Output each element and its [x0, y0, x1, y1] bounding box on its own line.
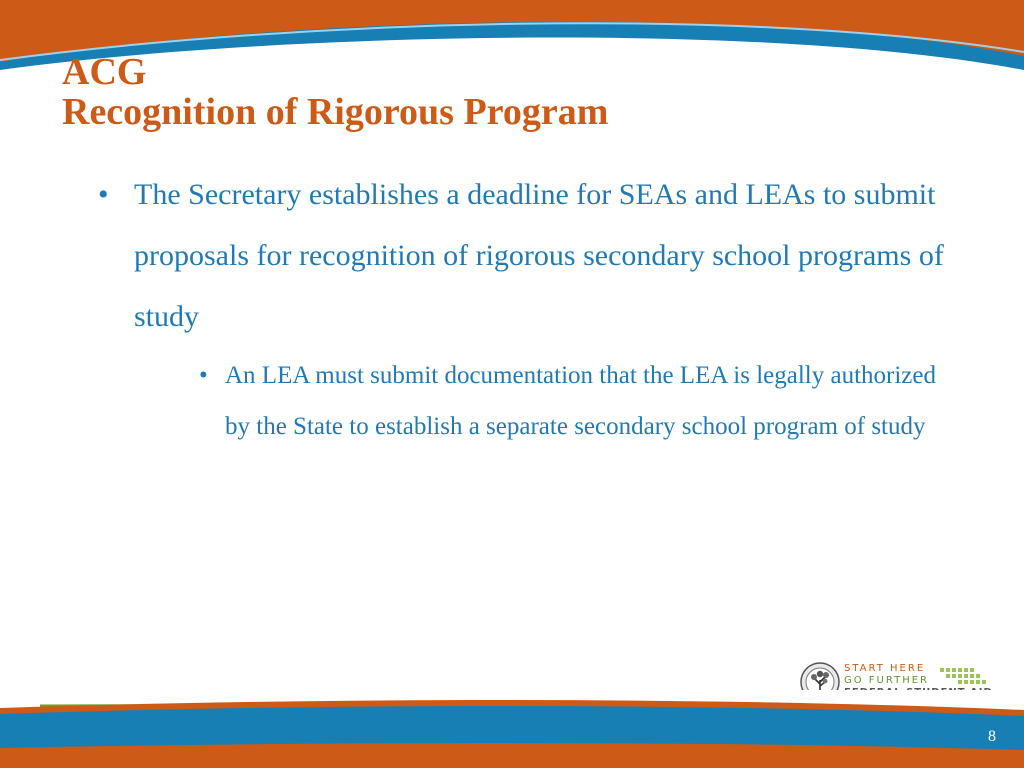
main-bullet-list: [98, 164, 954, 347]
bullet-dot-icon: •: [98, 178, 109, 211]
logo-go-further: GO FURTHER: [844, 675, 929, 686]
logo-start-here: START HERE: [844, 663, 926, 674]
page-number: 8: [988, 728, 996, 745]
title-line-recognition: Recognition of Rigorous Program: [62, 91, 609, 133]
title-line-acg: ACG: [62, 51, 147, 93]
sub-bullet-text: An LEA must submit documentation that the LEA is legally authorized by the State to establish a separate secondary school program of study: [225, 362, 936, 440]
sub-bullet-item: [199, 350, 965, 452]
main-bullet-text: The Secretary establishes a deadline for SEAs and LEAs to submit proposals for recognition of rigorous secondary school programs of study: [134, 178, 944, 333]
sub-bullet-list: [199, 350, 965, 452]
main-bullet-item: [98, 164, 954, 347]
logo-dot-grid-icon: [938, 666, 990, 688]
sub-bullet-dot-icon: •: [199, 362, 208, 389]
bottom-banner-decoration: [0, 690, 1024, 768]
slide-title: [62, 52, 608, 132]
